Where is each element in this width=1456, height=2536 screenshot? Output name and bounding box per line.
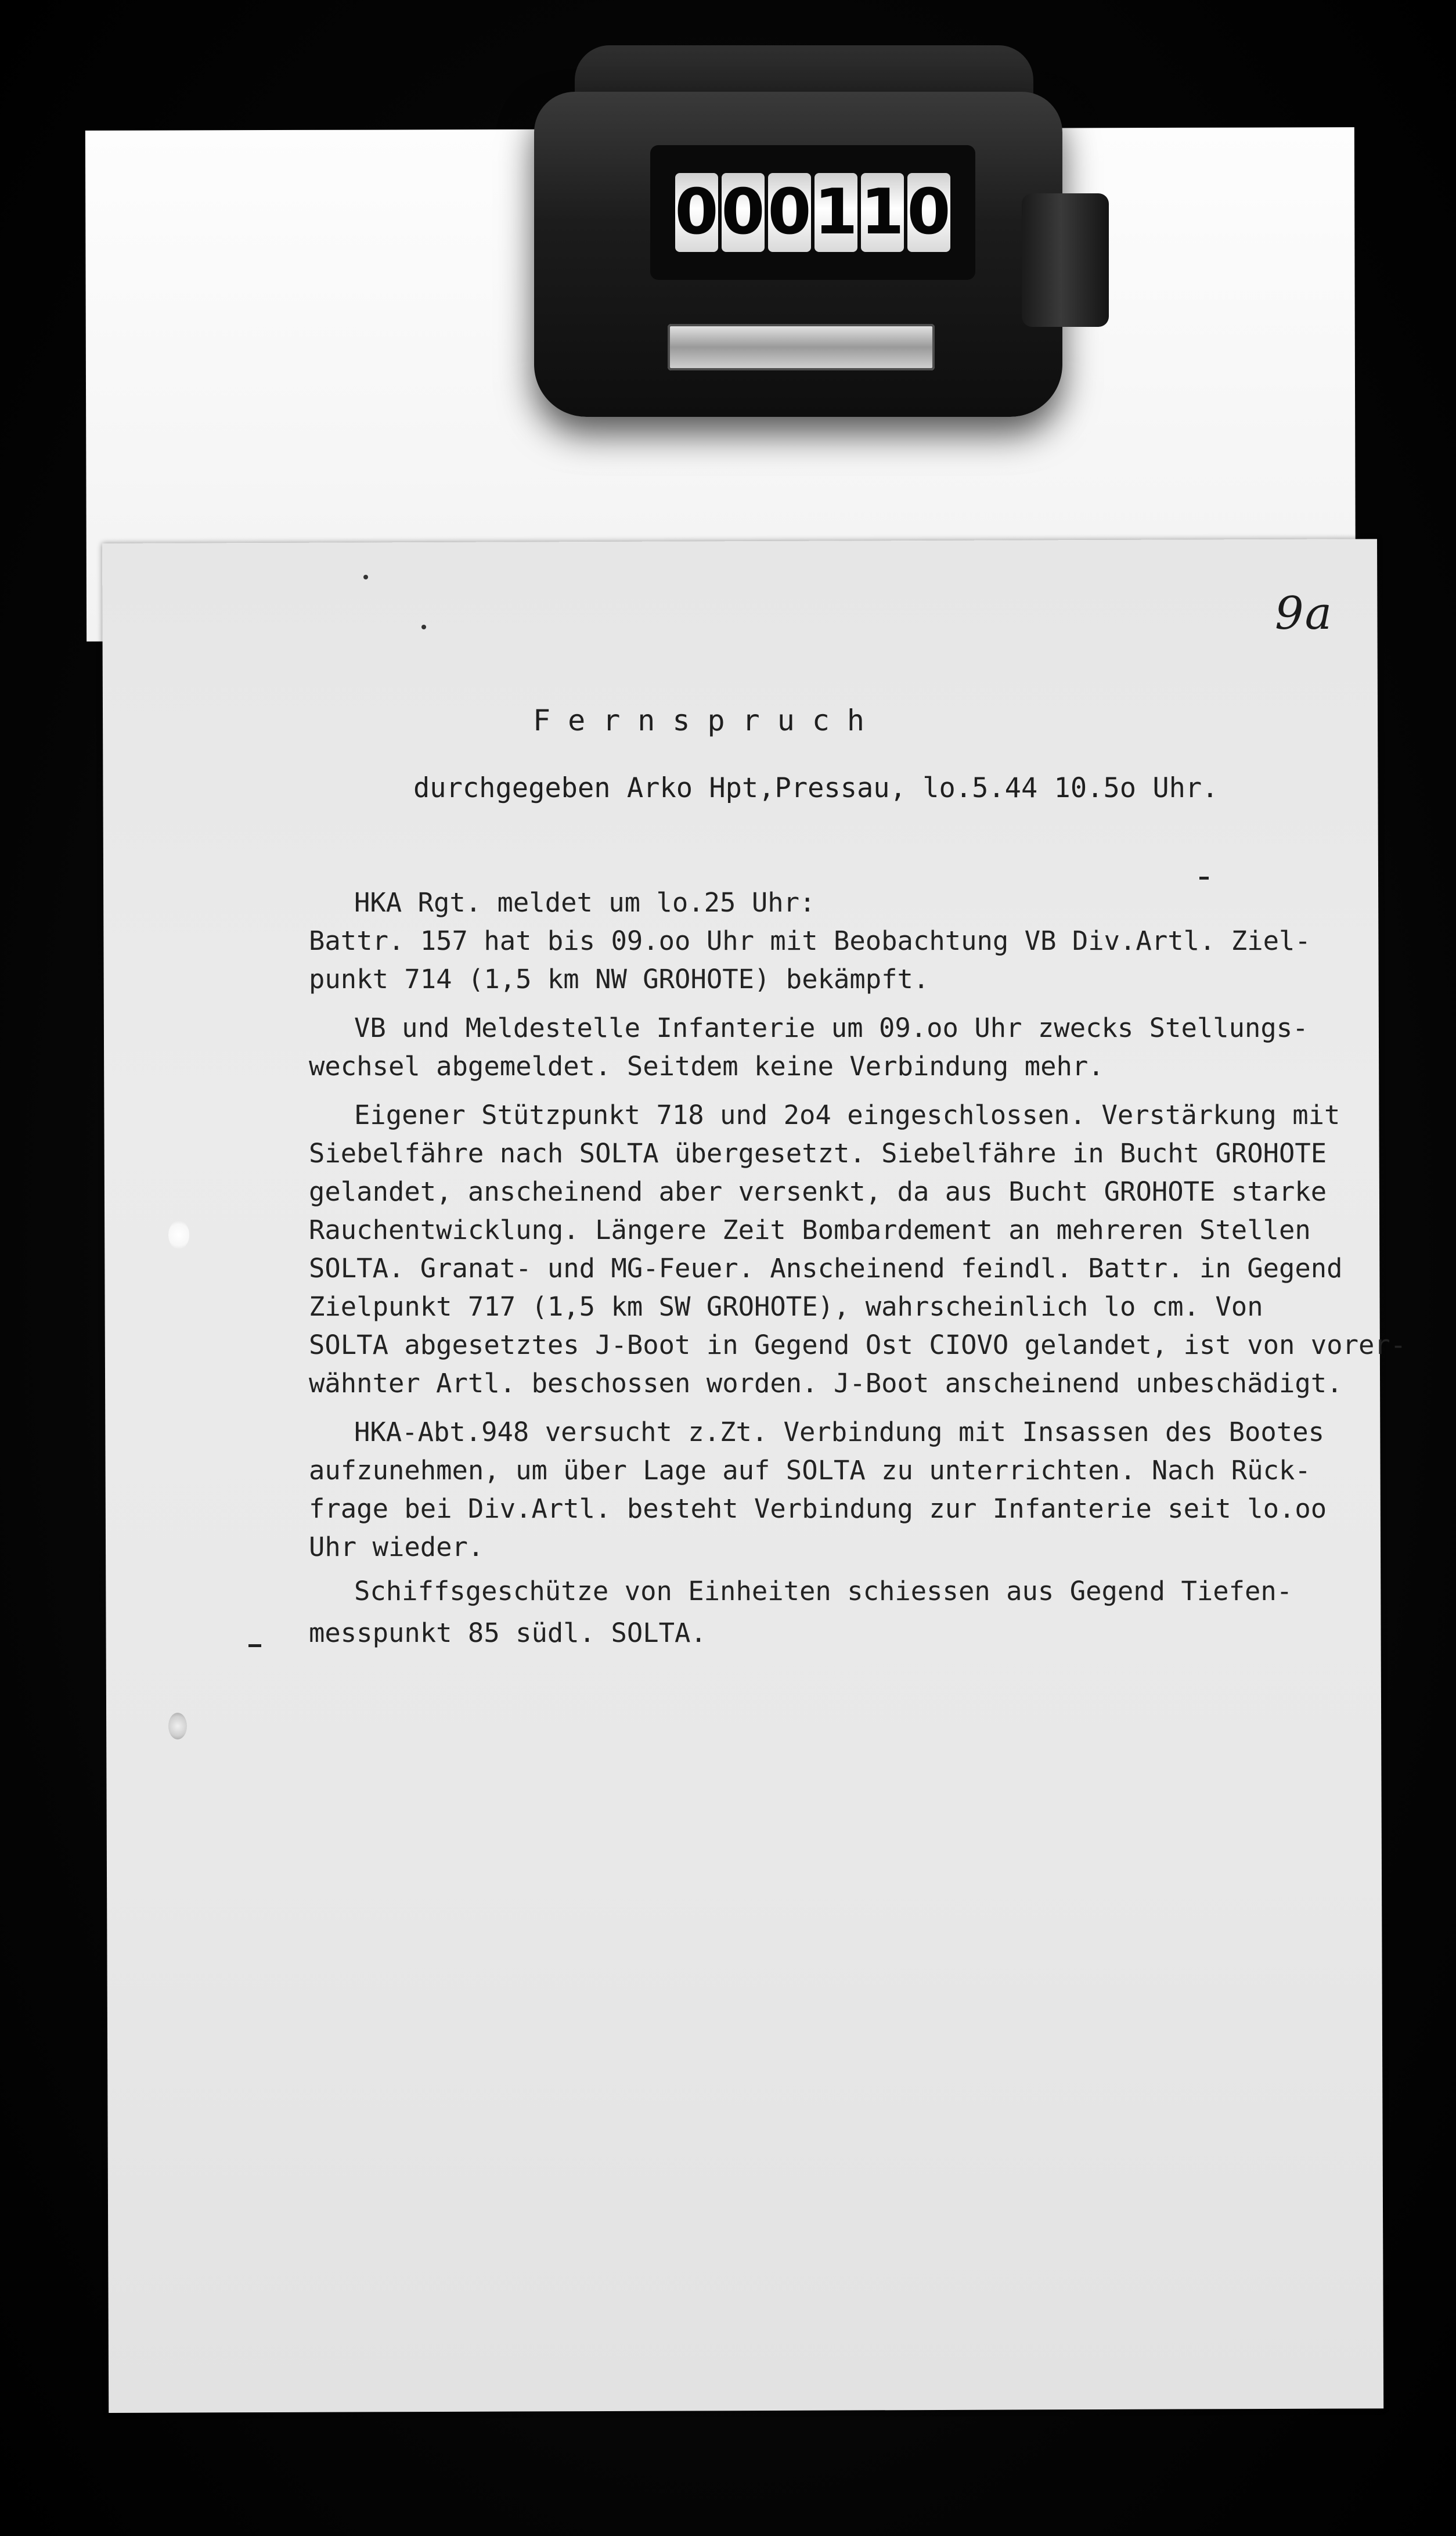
text-line: frage bei Div.Artl. besteht Verbindung zur Infanterie seit lo.oo xyxy=(309,1493,1327,1524)
text-line: Battr. 157 hat bis 09.oo Uhr mit Beobachtung VB Div.Artl. Ziel- xyxy=(309,925,1311,956)
counter-digit-window xyxy=(650,145,975,280)
text-line: Zielpunkt 717 (1,5 km SW GROHOTE), wahrscheinlich lo cm. Von xyxy=(309,1291,1263,1322)
dash-mark xyxy=(1199,877,1209,880)
speck-mark xyxy=(421,625,426,629)
text-line: messpunkt 85 südl. SOLTA. xyxy=(309,1618,707,1648)
speck-mark xyxy=(363,575,368,579)
counter-digit: 0 xyxy=(675,173,718,252)
counter-digit: 0 xyxy=(768,173,811,252)
text-line: wähnter Artl. beschossen worden. J-Boot anscheinend unbeschädigt. xyxy=(309,1368,1343,1399)
text-line: punkt 714 (1,5 km NW GROHOTE) bekämpft. xyxy=(309,964,929,995)
text-line: VB und Meldestelle Infanterie um 09.oo Uhr zwecks Stellungs- xyxy=(354,1013,1309,1043)
counter-digit: 1 xyxy=(815,173,857,252)
text-line: wechsel abgemeldet. Seitdem keine Verbindung mehr. xyxy=(309,1051,1104,1082)
text-line: SOLTA abgesetztes J-Boot in Gegend Ost CIOVO gelandet, ist von vorer- xyxy=(309,1330,1407,1360)
text-line: SOLTA. Granat- und MG-Feuer. Anscheinend feindl. Battr. in Gegend xyxy=(309,1253,1343,1284)
document-title: Fernspruch xyxy=(533,704,882,737)
text-line: gelandet, anscheinend aber versenkt, da aus Bucht GROHOTE starke xyxy=(309,1176,1327,1207)
document-subtitle: durchgegeben Arko Hpt,Pressau, lo.5.44 10.5o Uhr. xyxy=(413,772,1219,804)
punch-hole xyxy=(168,1220,189,1249)
counter-name-plate xyxy=(668,324,935,370)
text-line: HKA Rgt. meldet um lo.25 Uhr: xyxy=(354,887,816,918)
text-line: HKA-Abt.948 versucht z.Zt. Verbindung mit Insassen des Bootes xyxy=(354,1417,1324,1447)
counter-digit: 0 xyxy=(722,173,765,252)
text-line: Siebelfähre nach SOLTA übergesetzt. Siebelfähre in Bucht GROHOTE xyxy=(309,1138,1327,1169)
dash-mark xyxy=(248,1644,261,1647)
text-line: Eigener Stützpunkt 718 und 2o4 eingeschlossen. Verstärkung mit xyxy=(354,1100,1340,1130)
punch-hole xyxy=(168,1713,187,1739)
counter-digit: 0 xyxy=(907,173,950,252)
counter-knob xyxy=(1022,193,1109,327)
text-line: aufzunehmen, um über Lage auf SOLTA zu unterrichten. Nach Rück- xyxy=(309,1455,1311,1486)
text-line: Uhr wieder. xyxy=(309,1532,484,1562)
text-line: Schiffsgeschütze von Einheiten schiessen aus Gegend Tiefen- xyxy=(354,1576,1293,1606)
counter-digit: 1 xyxy=(861,173,904,252)
folio-number: 9a xyxy=(1275,588,1334,640)
frame-counter xyxy=(534,45,1062,438)
text-line: Rauchentwicklung. Längere Zeit Bombardement an mehreren Stellen xyxy=(309,1215,1311,1245)
